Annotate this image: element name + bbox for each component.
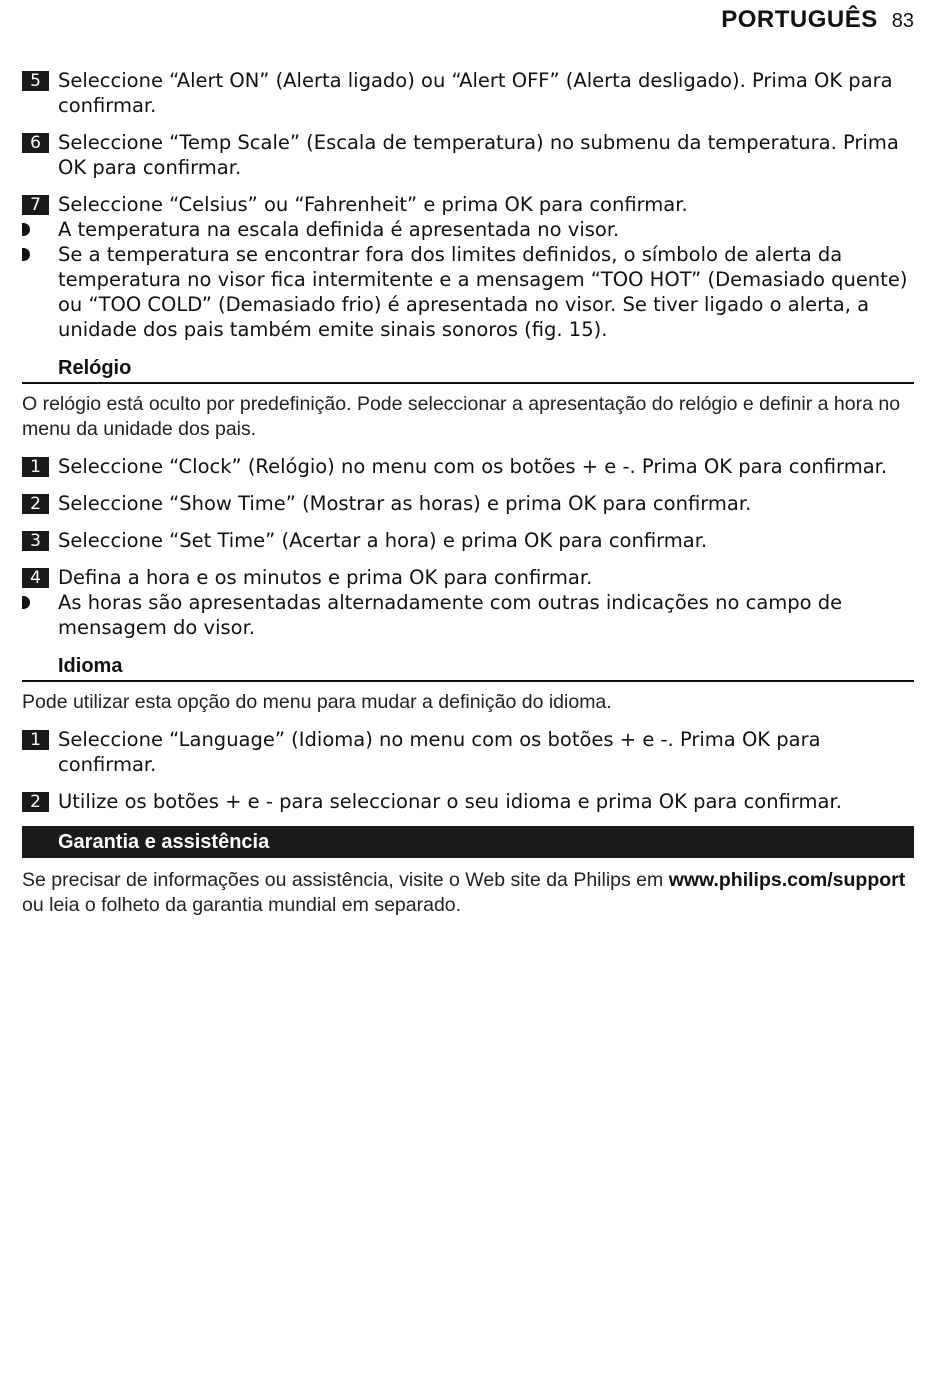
bullet-text: As horas são apresentadas alternadamente com outras indicações no campo de mensagem do visor.	[58, 591, 843, 639]
step-text: Seleccione “Show Time” (Mostrar as horas) e prima OK para confirmar.	[58, 492, 752, 515]
section-intro-clock: O relógio está oculto por predefinição. Pode seleccionar a apresentação do relógio e definir a hora no menu da unidade dos pais.	[22, 393, 901, 440]
warranty-text-after: ou leia o folheto da garantia mundial em separado.	[22, 894, 462, 916]
step-5	[22, 68, 914, 118]
step-7	[22, 192, 914, 217]
step-text: Seleccione “Set Time” (Acertar a hora) e prima OK para confirmar.	[58, 529, 708, 552]
result-bullet	[22, 217, 914, 242]
page-number: 83	[891, 10, 914, 32]
clock-step-1	[22, 454, 914, 479]
page-header	[721, 6, 914, 34]
language-step-1	[22, 727, 914, 777]
clock-step-4	[22, 565, 914, 590]
step-text: Seleccione “Clock” (Relógio) no menu com os botões + e -. Prima OK para confirmar.	[58, 455, 888, 478]
step-number: 1	[22, 730, 49, 750]
step-number: 7	[22, 195, 49, 215]
step-text: Utilize os botões + e - para seleccionar o seu idioma e prima OK para confirmar.	[58, 790, 842, 813]
result-bullet	[22, 590, 914, 640]
step-text: Defina a hora e os minutos e prima OK para confirmar.	[58, 566, 593, 589]
step-number: 4	[22, 568, 49, 588]
section-heading-warranty: Garantia e assistência	[22, 826, 914, 858]
step-text: Seleccione “Temp Scale” (Escala de temperatura) no submenu da temperatura. Prima OK para confirmar.	[58, 131, 899, 179]
bullet-icon	[22, 248, 30, 261]
bullet-icon	[22, 596, 30, 609]
bullet-icon	[22, 223, 30, 236]
step-number: 2	[22, 494, 49, 514]
step-text: Seleccione “Celsius” ou “Fahrenheit” e prima OK para confirmar.	[58, 193, 688, 216]
section-heading-clock: Relógio	[22, 356, 914, 384]
support-link[interactable]: www.philips.com/support	[668, 869, 906, 891]
clock-step-2	[22, 491, 914, 516]
step-text: Seleccione “Language” (Idioma) no menu com os botões + e -. Prima OK para confirmar.	[58, 728, 821, 776]
language-label: PORTUGUÊS	[721, 6, 878, 33]
step-number: 6	[22, 133, 49, 153]
page-content	[22, 68, 914, 930]
clock-step-3	[22, 528, 914, 553]
section-intro-language: Pode utilizar esta opção do menu para mudar a definição do idioma.	[22, 691, 612, 713]
bullet-text: Se a temperatura se encontrar fora dos limites definidos, o símbolo de alerta da temperatura no visor fica intermitente e a mensagem “TOO HOT” (Demasiado quente) ou “TOO COLD” (Demasiado frio) é apresentada no visor. Se tiver ligado o alerta, a unidade dos pais também emite sinais sonoros (fig. 15).	[58, 243, 908, 341]
step-number: 2	[22, 792, 49, 812]
section-heading-language: Idioma	[22, 654, 914, 682]
warranty-paragraph	[22, 868, 914, 918]
step-number: 1	[22, 457, 49, 477]
result-bullet	[22, 242, 914, 342]
step-number: 3	[22, 531, 49, 551]
warranty-text-before: Se precisar de informações ou assistência, visite o Web site da Philips em	[22, 869, 669, 891]
bullet-text: A temperatura na escala definida é apresentada no visor.	[58, 218, 620, 241]
step-6	[22, 130, 914, 180]
language-step-2	[22, 789, 914, 814]
step-number: 5	[22, 71, 49, 91]
step-text: Seleccione “Alert ON” (Alerta ligado) ou “Alert OFF” (Alerta desligado). Prima OK para confirmar.	[58, 69, 893, 117]
